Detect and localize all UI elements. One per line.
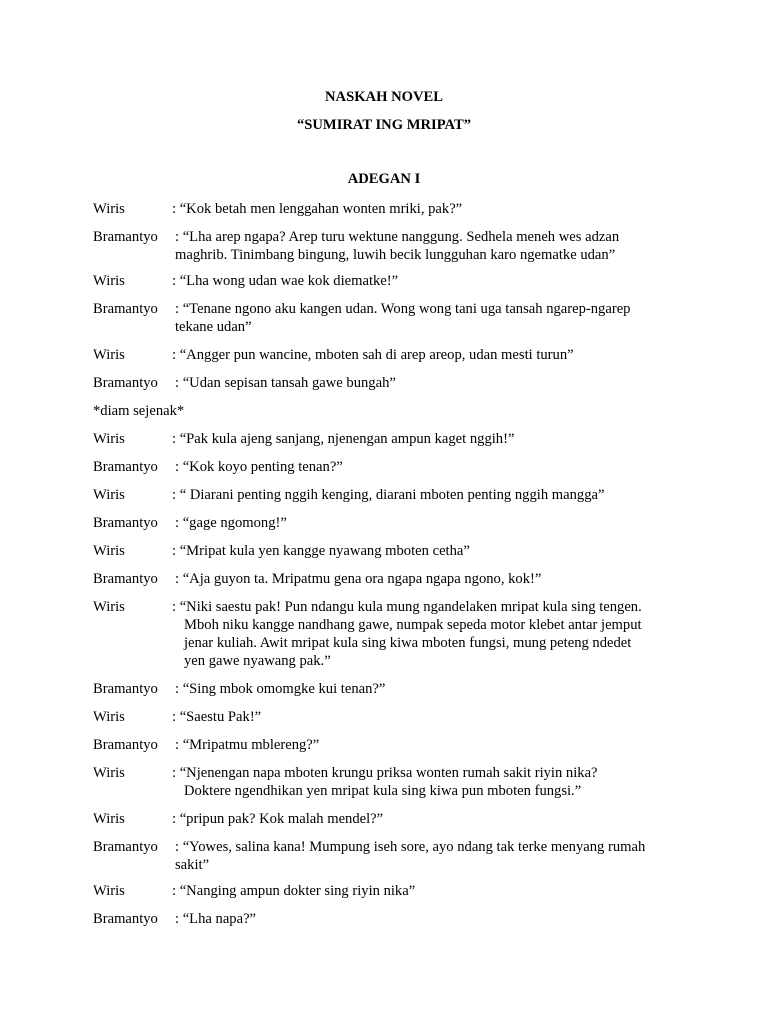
dialog-line: : “Njenengan napa mboten krungu priksa wonten rumah sakit riyin nika? xyxy=(172,765,598,781)
speaker-name: Bramantyo xyxy=(93,459,158,475)
speaker-name: Bramantyo xyxy=(93,301,158,317)
speaker-name: Bramantyo xyxy=(93,375,158,391)
document-title: NASKAH NOVEL xyxy=(325,89,443,105)
speaker-name: Wiris xyxy=(93,883,125,899)
speaker-name: Bramantyo xyxy=(93,515,158,531)
stage-direction: *diam sejenak* xyxy=(93,403,185,419)
dialog-line: : “Mripat kula yen kangge nyawang mboten cetha” xyxy=(172,543,470,559)
speaker-name: Wiris xyxy=(93,201,125,217)
dialog-continuation: tekane udan” xyxy=(175,319,252,335)
dialog-continuation: maghrib. Tinimbang bingung, luwih becik lungguhan karo ngematke udan” xyxy=(175,247,616,263)
speaker-name: Bramantyo xyxy=(93,229,158,245)
dialog-line: : “Angger pun wancine, mboten sah di arep areop, udan mesti turun” xyxy=(172,347,574,363)
dialog-line: : “Saestu Pak!” xyxy=(172,709,262,725)
dialog-line: : “Yowes, salina kana! Mumpung iseh sore, ayo ndang tak terke menyang rumah xyxy=(175,839,646,855)
dialog-line: : “Nanging ampun dokter sing riyin nika” xyxy=(172,883,416,899)
dialog-line: : “Niki saestu pak! Pun ndangu kula mung ngandelaken mripat kula sing tengen. xyxy=(172,599,642,615)
dialog-continuation: yen gawe nyawang pak.” xyxy=(184,653,331,669)
dialog-line: : “Mripatmu mblereng?” xyxy=(175,737,320,753)
speaker-name: Bramantyo xyxy=(93,839,158,855)
dialog-line: : “Lha wong udan wae kok diematke!” xyxy=(172,273,399,289)
speaker-name: Wiris xyxy=(93,273,125,289)
dialog-line: : “gage ngomong!” xyxy=(175,515,287,531)
scene-heading: ADEGAN I xyxy=(347,171,421,187)
dialog-line: : “Sing mbok omomgke kui tenan?” xyxy=(175,681,386,697)
dialog-line: : “Kok betah men lenggahan wonten mriki, pak?” xyxy=(172,201,463,217)
speaker-name: Wiris xyxy=(93,765,125,781)
dialog-line: : “Udan sepisan tansah gawe bungah” xyxy=(175,375,396,391)
novel-title: “SUMIRAT ING MRIPAT” xyxy=(296,117,472,133)
dialog-line: : “ Diarani penting nggih kenging, diarani mboten penting nggih mangga” xyxy=(172,487,605,503)
dialog-continuation: jenar kuliah. Awit mripat kula sing kiwa mboten fungsi, mung peteng ndedet xyxy=(184,635,632,651)
speaker-name: Wiris xyxy=(93,811,125,827)
dialog-line: : “Kok koyo penting tenan?” xyxy=(175,459,343,475)
speaker-name: Wiris xyxy=(93,709,125,725)
speaker-name: Bramantyo xyxy=(93,571,158,587)
dialog-continuation: Mboh niku kangge nandhang gawe, numpak sepeda motor klebet antar jemput xyxy=(184,617,642,633)
dialog-continuation: sakit” xyxy=(175,857,210,873)
speaker-name: Wiris xyxy=(93,347,125,363)
dialog-continuation: Doktere ngendhikan yen mripat kula sing kiwa pun mboten fungsi.” xyxy=(184,783,582,799)
speaker-name: Bramantyo xyxy=(93,911,158,927)
speaker-name: Bramantyo xyxy=(93,737,158,753)
dialog-line: : “Lha napa?” xyxy=(175,911,257,927)
speaker-name: Wiris xyxy=(93,599,125,615)
dialog-line: : “Pak kula ajeng sanjang, njenengan ampun kaget nggih!” xyxy=(172,431,515,447)
speaker-name: Wiris xyxy=(93,431,125,447)
dialog-line: : “Tenane ngono aku kangen udan. Wong wong tani uga tansah ngarep-ngarep xyxy=(175,301,631,317)
speaker-name: Wiris xyxy=(93,487,125,503)
speaker-name: Wiris xyxy=(93,543,125,559)
dialog-line: : “pripun pak? Kok malah mendel?” xyxy=(172,811,384,827)
dialog-line: : “Aja guyon ta. Mripatmu gena ora ngapa ngapa ngono, kok!” xyxy=(175,571,542,587)
dialog-line: : “Lha arep ngapa? Arep turu wektune nanggung. Sedhela meneh wes adzan xyxy=(175,229,620,245)
speaker-name: Bramantyo xyxy=(93,681,158,697)
